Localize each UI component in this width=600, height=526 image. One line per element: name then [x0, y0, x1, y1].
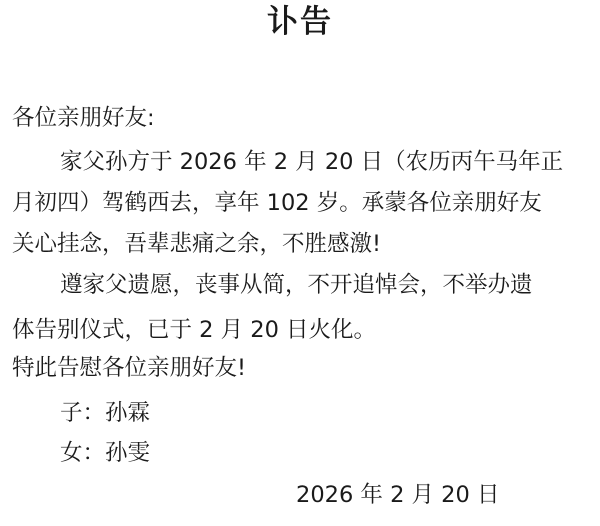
signatory-son: 子：孙霖: [60, 400, 151, 426]
body-line: 关心挂念，吾辈悲痛之余，不胜感激!: [12, 231, 382, 257]
notice-date: 2026 年 2 月 20 日: [296, 482, 500, 508]
page-title: 讣告: [267, 4, 333, 40]
body-line: 月初四）驾鹤西去，享年 102 岁。承蒙各位亲朋好友: [12, 190, 542, 216]
body-line: 家父孙方于 2026 年 2 月 20 日（农历丙午马年正: [60, 149, 564, 175]
signatory-daughter: 女：孙雯: [60, 440, 151, 466]
salutation: 各位亲朋好友:: [12, 105, 155, 131]
closing-line: 特此告慰各位亲朋好友!: [12, 355, 247, 381]
body-line: 体告别仪式，已于 2 月 20 日火化。: [12, 317, 377, 343]
body-line: 遵家父遗愿，丧事从简，不开追悼会，不举办遗: [60, 272, 533, 298]
